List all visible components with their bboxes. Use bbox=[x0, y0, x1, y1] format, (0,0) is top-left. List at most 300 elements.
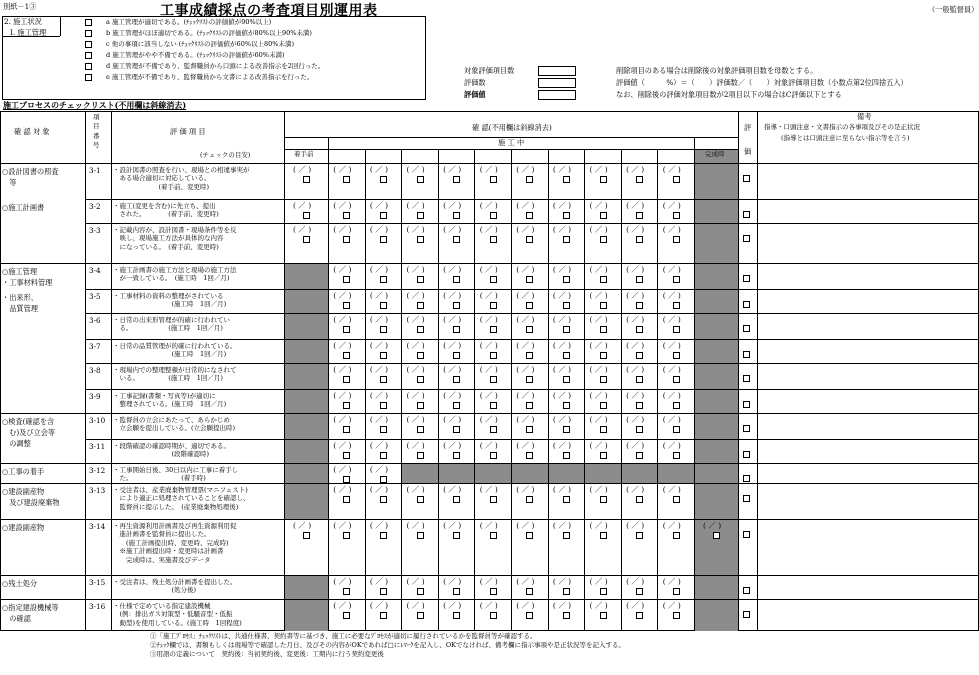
row-target: ○施工計画書 bbox=[2, 203, 45, 212]
date-mark: ( ／ ) bbox=[369, 485, 389, 494]
table-row-line bbox=[85, 339, 979, 340]
row-eval-item: ・工事開始日後、30日以内に工事に着手し た。 (着手時) bbox=[113, 466, 239, 483]
date-mark: ( ／ ) bbox=[589, 365, 608, 374]
date-mark: ( ／ ) bbox=[406, 265, 425, 274]
score-checkbox[interactable] bbox=[743, 275, 750, 282]
check-box[interactable] bbox=[600, 376, 607, 383]
date-mark: ( ／ ) bbox=[589, 225, 608, 234]
date-mark: ( ／ ) bbox=[662, 165, 681, 174]
check-box[interactable] bbox=[563, 612, 570, 619]
check-box[interactable] bbox=[380, 476, 387, 483]
shaded-cell bbox=[284, 363, 328, 389]
check-box[interactable] bbox=[380, 352, 387, 359]
date-mark: ( ／ ) bbox=[516, 441, 535, 450]
date-mark: ( ／ ) bbox=[589, 165, 608, 174]
date-mark: ( ／ ) bbox=[516, 341, 535, 350]
check-box[interactable] bbox=[453, 236, 460, 243]
check-box[interactable] bbox=[600, 212, 607, 219]
check-box[interactable] bbox=[600, 302, 607, 309]
check-box[interactable] bbox=[526, 426, 533, 433]
check-box[interactable] bbox=[343, 376, 350, 383]
check-box[interactable] bbox=[380, 276, 387, 283]
header-eval-guide: (チェックの目安) bbox=[200, 151, 251, 159]
row-item-number: 3-4 bbox=[89, 266, 101, 275]
score-checkbox[interactable] bbox=[743, 611, 750, 618]
date-mark: ( ／ ) bbox=[626, 365, 645, 374]
check-box[interactable] bbox=[673, 426, 680, 433]
check-box[interactable] bbox=[490, 452, 497, 459]
check-box[interactable] bbox=[673, 588, 680, 595]
table-row-line bbox=[85, 289, 979, 290]
check-box[interactable] bbox=[636, 588, 643, 595]
row-eval-item: ・監督員の立会にあたって、あらかじめ 立会願を提出している。(立会願提出時) bbox=[113, 416, 236, 433]
check-box[interactable] bbox=[417, 326, 424, 333]
check-box[interactable] bbox=[380, 452, 387, 459]
eval-label-count: 評価数 bbox=[464, 78, 486, 87]
check-box[interactable] bbox=[600, 352, 607, 359]
check-box[interactable] bbox=[490, 176, 497, 183]
shaded-cell bbox=[284, 439, 328, 463]
check-box[interactable] bbox=[343, 496, 350, 503]
grade-checkbox[interactable] bbox=[85, 52, 92, 59]
date-mark: ( ／ ) bbox=[589, 601, 608, 610]
check-box[interactable] bbox=[673, 376, 680, 383]
score-checkbox[interactable] bbox=[743, 531, 750, 538]
check-box[interactable] bbox=[417, 452, 424, 459]
check-box[interactable] bbox=[343, 532, 350, 539]
row-item-number: 3-5 bbox=[89, 292, 101, 301]
eval-value-field[interactable] bbox=[538, 90, 576, 100]
score-checkbox[interactable] bbox=[743, 587, 750, 594]
date-mark: ( ／ ) bbox=[589, 341, 608, 350]
check-box[interactable] bbox=[380, 402, 387, 409]
date-mark: ( ／ ) bbox=[552, 165, 572, 174]
date-mark: ( ／ ) bbox=[369, 601, 389, 610]
check-box[interactable] bbox=[526, 588, 533, 595]
shaded-cell bbox=[284, 289, 328, 313]
date-mark: ( ／ ) bbox=[626, 485, 645, 494]
check-box[interactable] bbox=[526, 496, 533, 503]
row-item-number: 3-10 bbox=[89, 416, 106, 425]
score-checkbox[interactable] bbox=[743, 351, 750, 358]
date-mark: ( ／ ) bbox=[443, 265, 462, 274]
check-box[interactable] bbox=[490, 588, 497, 595]
eval-label-target-count: 対象評価項目数 bbox=[464, 66, 515, 75]
check-box[interactable] bbox=[563, 452, 570, 459]
check-box[interactable] bbox=[673, 452, 680, 459]
check-box[interactable] bbox=[453, 496, 460, 503]
check-box[interactable] bbox=[417, 426, 424, 433]
col-divider-month bbox=[657, 149, 658, 631]
score-checkbox[interactable] bbox=[743, 375, 750, 382]
header-after: 完成時 bbox=[705, 150, 725, 158]
check-box[interactable] bbox=[303, 236, 310, 243]
check-box[interactable] bbox=[600, 276, 607, 283]
check-box[interactable] bbox=[380, 612, 387, 619]
date-mark: ( ／ ) bbox=[479, 365, 498, 374]
check-box[interactable] bbox=[380, 376, 387, 383]
check-box[interactable] bbox=[490, 426, 497, 433]
check-box[interactable] bbox=[636, 212, 643, 219]
row-eval-item: ・工事材料の資料の整理がされている (施工時 1回／月) bbox=[113, 292, 227, 309]
check-box[interactable] bbox=[417, 588, 424, 595]
date-mark: ( ／ ) bbox=[589, 291, 608, 300]
check-box[interactable] bbox=[636, 352, 643, 359]
check-box[interactable] bbox=[636, 236, 643, 243]
date-mark: ( ／ ) bbox=[333, 415, 352, 424]
eval-target-count-field[interactable] bbox=[538, 66, 576, 76]
check-box[interactable] bbox=[380, 176, 387, 183]
check-box[interactable] bbox=[453, 588, 460, 595]
check-box[interactable] bbox=[636, 402, 643, 409]
check-box[interactable] bbox=[526, 302, 533, 309]
check-box[interactable] bbox=[563, 276, 570, 283]
check-box[interactable] bbox=[600, 426, 607, 433]
check-box[interactable] bbox=[417, 402, 424, 409]
check-box[interactable] bbox=[600, 326, 607, 333]
check-box[interactable] bbox=[343, 352, 350, 359]
date-mark: ( ／ ) bbox=[406, 201, 425, 210]
date-mark: ( ／ ) bbox=[552, 601, 572, 610]
check-box[interactable] bbox=[600, 588, 607, 595]
score-checkbox[interactable] bbox=[743, 475, 750, 482]
date-mark: ( ／ ) bbox=[662, 415, 681, 424]
shaded-cell bbox=[694, 575, 738, 599]
check-box[interactable] bbox=[600, 236, 607, 243]
score-checkbox[interactable] bbox=[743, 325, 750, 332]
date-mark: ( ／ ) bbox=[552, 521, 572, 530]
check-box[interactable] bbox=[343, 276, 350, 283]
date-mark: ( ／ ) bbox=[443, 365, 462, 374]
date-mark: ( ／ ) bbox=[369, 315, 389, 324]
check-box[interactable] bbox=[563, 326, 570, 333]
check-box[interactable] bbox=[490, 532, 497, 539]
date-mark: ( ／ ) bbox=[406, 365, 425, 374]
date-mark: ( ／ ) bbox=[406, 415, 425, 424]
grade-checkbox[interactable] bbox=[85, 19, 92, 26]
check-box[interactable] bbox=[526, 612, 533, 619]
date-mark: ( ／ ) bbox=[443, 341, 462, 350]
score-checkbox[interactable] bbox=[743, 175, 750, 182]
check-box[interactable] bbox=[343, 326, 350, 333]
check-box[interactable] bbox=[673, 326, 680, 333]
date-mark: ( ／ ) bbox=[662, 365, 681, 374]
grade-checkbox[interactable] bbox=[85, 41, 92, 48]
check-box[interactable] bbox=[453, 326, 460, 333]
date-mark: ( ／ ) bbox=[443, 315, 462, 324]
date-mark: ( ／ ) bbox=[479, 485, 498, 494]
date-mark: ( ／ ) bbox=[662, 601, 681, 610]
check-box[interactable] bbox=[453, 452, 460, 459]
check-box[interactable] bbox=[343, 302, 350, 309]
check-box[interactable] bbox=[636, 176, 643, 183]
shaded-cell bbox=[694, 339, 738, 363]
header-score-1: 評 bbox=[744, 123, 752, 132]
date-mark: ( ／ ) bbox=[589, 485, 608, 494]
role-label: （一般監督員） bbox=[928, 5, 979, 14]
col-divider-month bbox=[548, 149, 549, 631]
row-eval-item: ・現場内での整理整頓が日常的になされて いる。 (施工時 1回／月) bbox=[113, 366, 237, 383]
check-box[interactable] bbox=[453, 352, 460, 359]
check-box[interactable] bbox=[673, 212, 680, 219]
date-mark: ( ／ ) bbox=[406, 165, 425, 174]
check-box[interactable] bbox=[563, 532, 570, 539]
grade-option: a 施工管理が適切である。(ﾁｪｯｸﾘｽﾄの評価値が90%以上) bbox=[106, 18, 272, 26]
check-box[interactable] bbox=[563, 302, 570, 309]
date-mark: ( ／ ) bbox=[406, 601, 425, 610]
shaded-cell bbox=[694, 263, 738, 289]
check-box[interactable] bbox=[343, 452, 350, 459]
date-mark: ( ／ ) bbox=[479, 601, 498, 610]
score-checkbox[interactable] bbox=[743, 211, 750, 218]
date-mark: ( ／ ) bbox=[479, 315, 498, 324]
form-number: 別紙－1③ bbox=[3, 2, 37, 11]
shaded-cell bbox=[284, 483, 328, 519]
table-row-line bbox=[0, 463, 979, 464]
check-box[interactable] bbox=[673, 276, 680, 283]
date-mark: ( ／ ) bbox=[333, 265, 352, 274]
check-box[interactable] bbox=[600, 452, 607, 459]
check-box[interactable] bbox=[343, 426, 350, 433]
section-divider bbox=[60, 16, 61, 36]
check-box[interactable] bbox=[636, 276, 643, 283]
date-mark: ( ／ ) bbox=[333, 465, 352, 474]
table-row-line bbox=[85, 199, 979, 200]
check-box[interactable] bbox=[380, 326, 387, 333]
check-box[interactable] bbox=[636, 426, 643, 433]
shaded-cell bbox=[284, 389, 328, 413]
check-box[interactable] bbox=[563, 376, 570, 383]
check-box[interactable] bbox=[600, 496, 607, 503]
check-box[interactable] bbox=[526, 352, 533, 359]
date-mark: ( ／ ) bbox=[443, 391, 462, 400]
check-box[interactable] bbox=[526, 276, 533, 283]
date-mark: ( ／ ) bbox=[443, 291, 462, 300]
check-box[interactable] bbox=[673, 532, 680, 539]
check-box[interactable] bbox=[380, 426, 387, 433]
date-mark: ( ／ ) bbox=[516, 485, 535, 494]
shaded-cell bbox=[284, 313, 328, 339]
score-checkbox[interactable] bbox=[743, 301, 750, 308]
check-box[interactable] bbox=[526, 376, 533, 383]
table-row-line bbox=[0, 599, 979, 600]
check-box[interactable] bbox=[417, 496, 424, 503]
date-mark: ( ／ ) bbox=[662, 225, 681, 234]
check-box[interactable] bbox=[380, 212, 387, 219]
check-box[interactable] bbox=[417, 276, 424, 283]
date-mark: ( ／ ) bbox=[293, 225, 312, 234]
row-eval-item: ・段階確認の確認時期が、適切である。 (段階確認時) bbox=[113, 442, 230, 459]
check-box[interactable] bbox=[563, 176, 570, 183]
check-box[interactable] bbox=[453, 376, 460, 383]
check-box[interactable] bbox=[673, 612, 680, 619]
check-box[interactable] bbox=[490, 612, 497, 619]
check-box[interactable] bbox=[636, 376, 643, 383]
check-box[interactable] bbox=[343, 588, 350, 595]
check-box[interactable] bbox=[636, 302, 643, 309]
date-mark: ( ／ ) bbox=[369, 291, 389, 300]
row-eval-item: ・受注者は、産業廃棄物管理票(マニフェスト) により適正に処理されていることを確認し、 監督員に提示した。 (産業廃棄物処理後) bbox=[113, 486, 250, 511]
check-box[interactable] bbox=[380, 302, 387, 309]
check-box[interactable] bbox=[453, 302, 460, 309]
check-box[interactable] bbox=[453, 532, 460, 539]
check-box[interactable] bbox=[636, 452, 643, 459]
check-box[interactable] bbox=[600, 176, 607, 183]
check-box[interactable] bbox=[343, 236, 350, 243]
date-mark: ( ／ ) bbox=[589, 315, 608, 324]
check-box[interactable] bbox=[526, 236, 533, 243]
check-box[interactable] bbox=[490, 276, 497, 283]
row-item-number: 3-6 bbox=[89, 316, 101, 325]
footnote: ③用語の定義について 契約後：当初契約後、変更後：工期内に行う契約変更後 bbox=[150, 650, 384, 658]
check-box[interactable] bbox=[526, 212, 533, 219]
check-box[interactable] bbox=[600, 532, 607, 539]
shaded-cell bbox=[694, 313, 738, 339]
grade-checkbox[interactable] bbox=[85, 30, 92, 37]
check-box[interactable] bbox=[490, 376, 497, 383]
check-box[interactable] bbox=[563, 426, 570, 433]
date-mark: ( ／ ) bbox=[516, 577, 535, 586]
check-box[interactable] bbox=[673, 302, 680, 309]
grade-checkbox[interactable] bbox=[85, 74, 92, 81]
date-mark: ( ／ ) bbox=[406, 441, 425, 450]
check-box[interactable] bbox=[380, 532, 387, 539]
check-box[interactable] bbox=[303, 212, 310, 219]
header-eval-item: 評 価 項 目 bbox=[170, 127, 206, 136]
date-mark: ( ／ ) bbox=[479, 201, 498, 210]
shaded-cell bbox=[284, 599, 328, 631]
date-mark: ( ／ ) bbox=[333, 291, 352, 300]
date-mark: ( ／ ) bbox=[479, 521, 498, 530]
score-checkbox[interactable] bbox=[743, 425, 750, 432]
date-mark: ( ／ ) bbox=[552, 315, 572, 324]
check-box[interactable] bbox=[417, 376, 424, 383]
check-box[interactable] bbox=[490, 496, 497, 503]
check-box[interactable] bbox=[453, 276, 460, 283]
check-box[interactable] bbox=[526, 176, 533, 183]
date-mark: ( ／ ) bbox=[552, 365, 572, 374]
check-box[interactable] bbox=[673, 236, 680, 243]
check-box[interactable] bbox=[490, 402, 497, 409]
check-box[interactable] bbox=[343, 612, 350, 619]
check-box[interactable] bbox=[380, 236, 387, 243]
check-box[interactable] bbox=[417, 212, 424, 219]
check-box[interactable] bbox=[417, 612, 424, 619]
date-mark: ( ／ ) bbox=[662, 391, 681, 400]
check-box[interactable] bbox=[600, 612, 607, 619]
date-mark: ( ／ ) bbox=[479, 577, 498, 586]
check-box[interactable] bbox=[417, 236, 424, 243]
check-box[interactable] bbox=[673, 496, 680, 503]
check-box[interactable] bbox=[526, 402, 533, 409]
date-mark: ( ／ ) bbox=[516, 291, 535, 300]
check-box[interactable] bbox=[563, 236, 570, 243]
check-box[interactable] bbox=[417, 352, 424, 359]
date-mark: ( ／ ) bbox=[552, 441, 572, 450]
check-box[interactable] bbox=[600, 402, 607, 409]
check-box[interactable] bbox=[636, 496, 643, 503]
check-box[interactable] bbox=[380, 496, 387, 503]
score-checkbox[interactable] bbox=[743, 495, 750, 502]
date-mark: ( ／ ) bbox=[552, 577, 572, 586]
check-box[interactable] bbox=[417, 302, 424, 309]
date-mark: ( ／ ) bbox=[479, 441, 498, 450]
check-box[interactable] bbox=[636, 326, 643, 333]
check-box[interactable] bbox=[563, 496, 570, 503]
eval-note-3: なお、削除後の評価対象項目数が2項目以下の場合はC評価以下とする bbox=[616, 90, 842, 99]
date-mark: ( ／ ) bbox=[333, 485, 352, 494]
col-divider-score bbox=[738, 111, 739, 631]
date-mark: ( ／ ) bbox=[443, 601, 462, 610]
check-box[interactable] bbox=[636, 532, 643, 539]
check-box[interactable] bbox=[563, 588, 570, 595]
col-divider-month bbox=[584, 149, 585, 631]
check-box[interactable] bbox=[673, 176, 680, 183]
check-box[interactable] bbox=[343, 476, 350, 483]
score-checkbox[interactable] bbox=[743, 401, 750, 408]
grade-checkbox[interactable] bbox=[85, 63, 92, 70]
check-box[interactable] bbox=[453, 612, 460, 619]
date-mark: ( ／ ) bbox=[626, 291, 645, 300]
check-box[interactable] bbox=[490, 236, 497, 243]
check-box[interactable] bbox=[526, 326, 533, 333]
check-box[interactable] bbox=[526, 532, 533, 539]
score-checkbox[interactable] bbox=[743, 235, 750, 242]
shaded-cell bbox=[694, 483, 738, 519]
check-box[interactable] bbox=[453, 426, 460, 433]
date-mark: ( ／ ) bbox=[626, 201, 645, 210]
date-mark: ( ／ ) bbox=[479, 415, 498, 424]
check-box[interactable] bbox=[490, 326, 497, 333]
shaded-cell bbox=[694, 599, 738, 631]
row-target: ・出来形、 品質管理 bbox=[2, 293, 38, 314]
check-box[interactable] bbox=[490, 212, 497, 219]
check-box[interactable] bbox=[563, 212, 570, 219]
check-box[interactable] bbox=[563, 352, 570, 359]
check-box[interactable] bbox=[713, 532, 720, 539]
check-box[interactable] bbox=[343, 212, 350, 219]
row-eval-item: ・受注者は、残土処分計画書を提出した。 (処分後) bbox=[113, 578, 237, 595]
check-box[interactable] bbox=[453, 212, 460, 219]
row-eval-item: ・日常の品質管理が的確に行われている。 (施工時 1回／月) bbox=[113, 342, 237, 359]
check-box[interactable] bbox=[636, 612, 643, 619]
date-mark: ( ／ ) bbox=[293, 521, 312, 530]
check-box[interactable] bbox=[453, 402, 460, 409]
check-box[interactable] bbox=[303, 532, 310, 539]
check-box[interactable] bbox=[673, 352, 680, 359]
check-box[interactable] bbox=[417, 532, 424, 539]
row-target: ○施工管理 ・工事材料管理 bbox=[2, 267, 53, 288]
eval-count-field[interactable] bbox=[538, 78, 576, 88]
check-box[interactable] bbox=[490, 352, 497, 359]
check-box[interactable] bbox=[453, 176, 460, 183]
check-box[interactable] bbox=[343, 176, 350, 183]
check-box[interactable] bbox=[343, 402, 350, 409]
check-box[interactable] bbox=[303, 176, 310, 183]
score-checkbox[interactable] bbox=[743, 451, 750, 458]
check-box[interactable] bbox=[380, 588, 387, 595]
check-box[interactable] bbox=[563, 402, 570, 409]
col-divider-during bbox=[328, 137, 329, 631]
date-mark: ( ／ ) bbox=[333, 391, 352, 400]
check-box[interactable] bbox=[490, 302, 497, 309]
check-box[interactable] bbox=[417, 176, 424, 183]
col-divider-item bbox=[111, 111, 112, 631]
check-box[interactable] bbox=[673, 402, 680, 409]
date-mark: ( ／ ) bbox=[479, 265, 498, 274]
check-box[interactable] bbox=[526, 452, 533, 459]
table-row-line bbox=[85, 389, 979, 390]
